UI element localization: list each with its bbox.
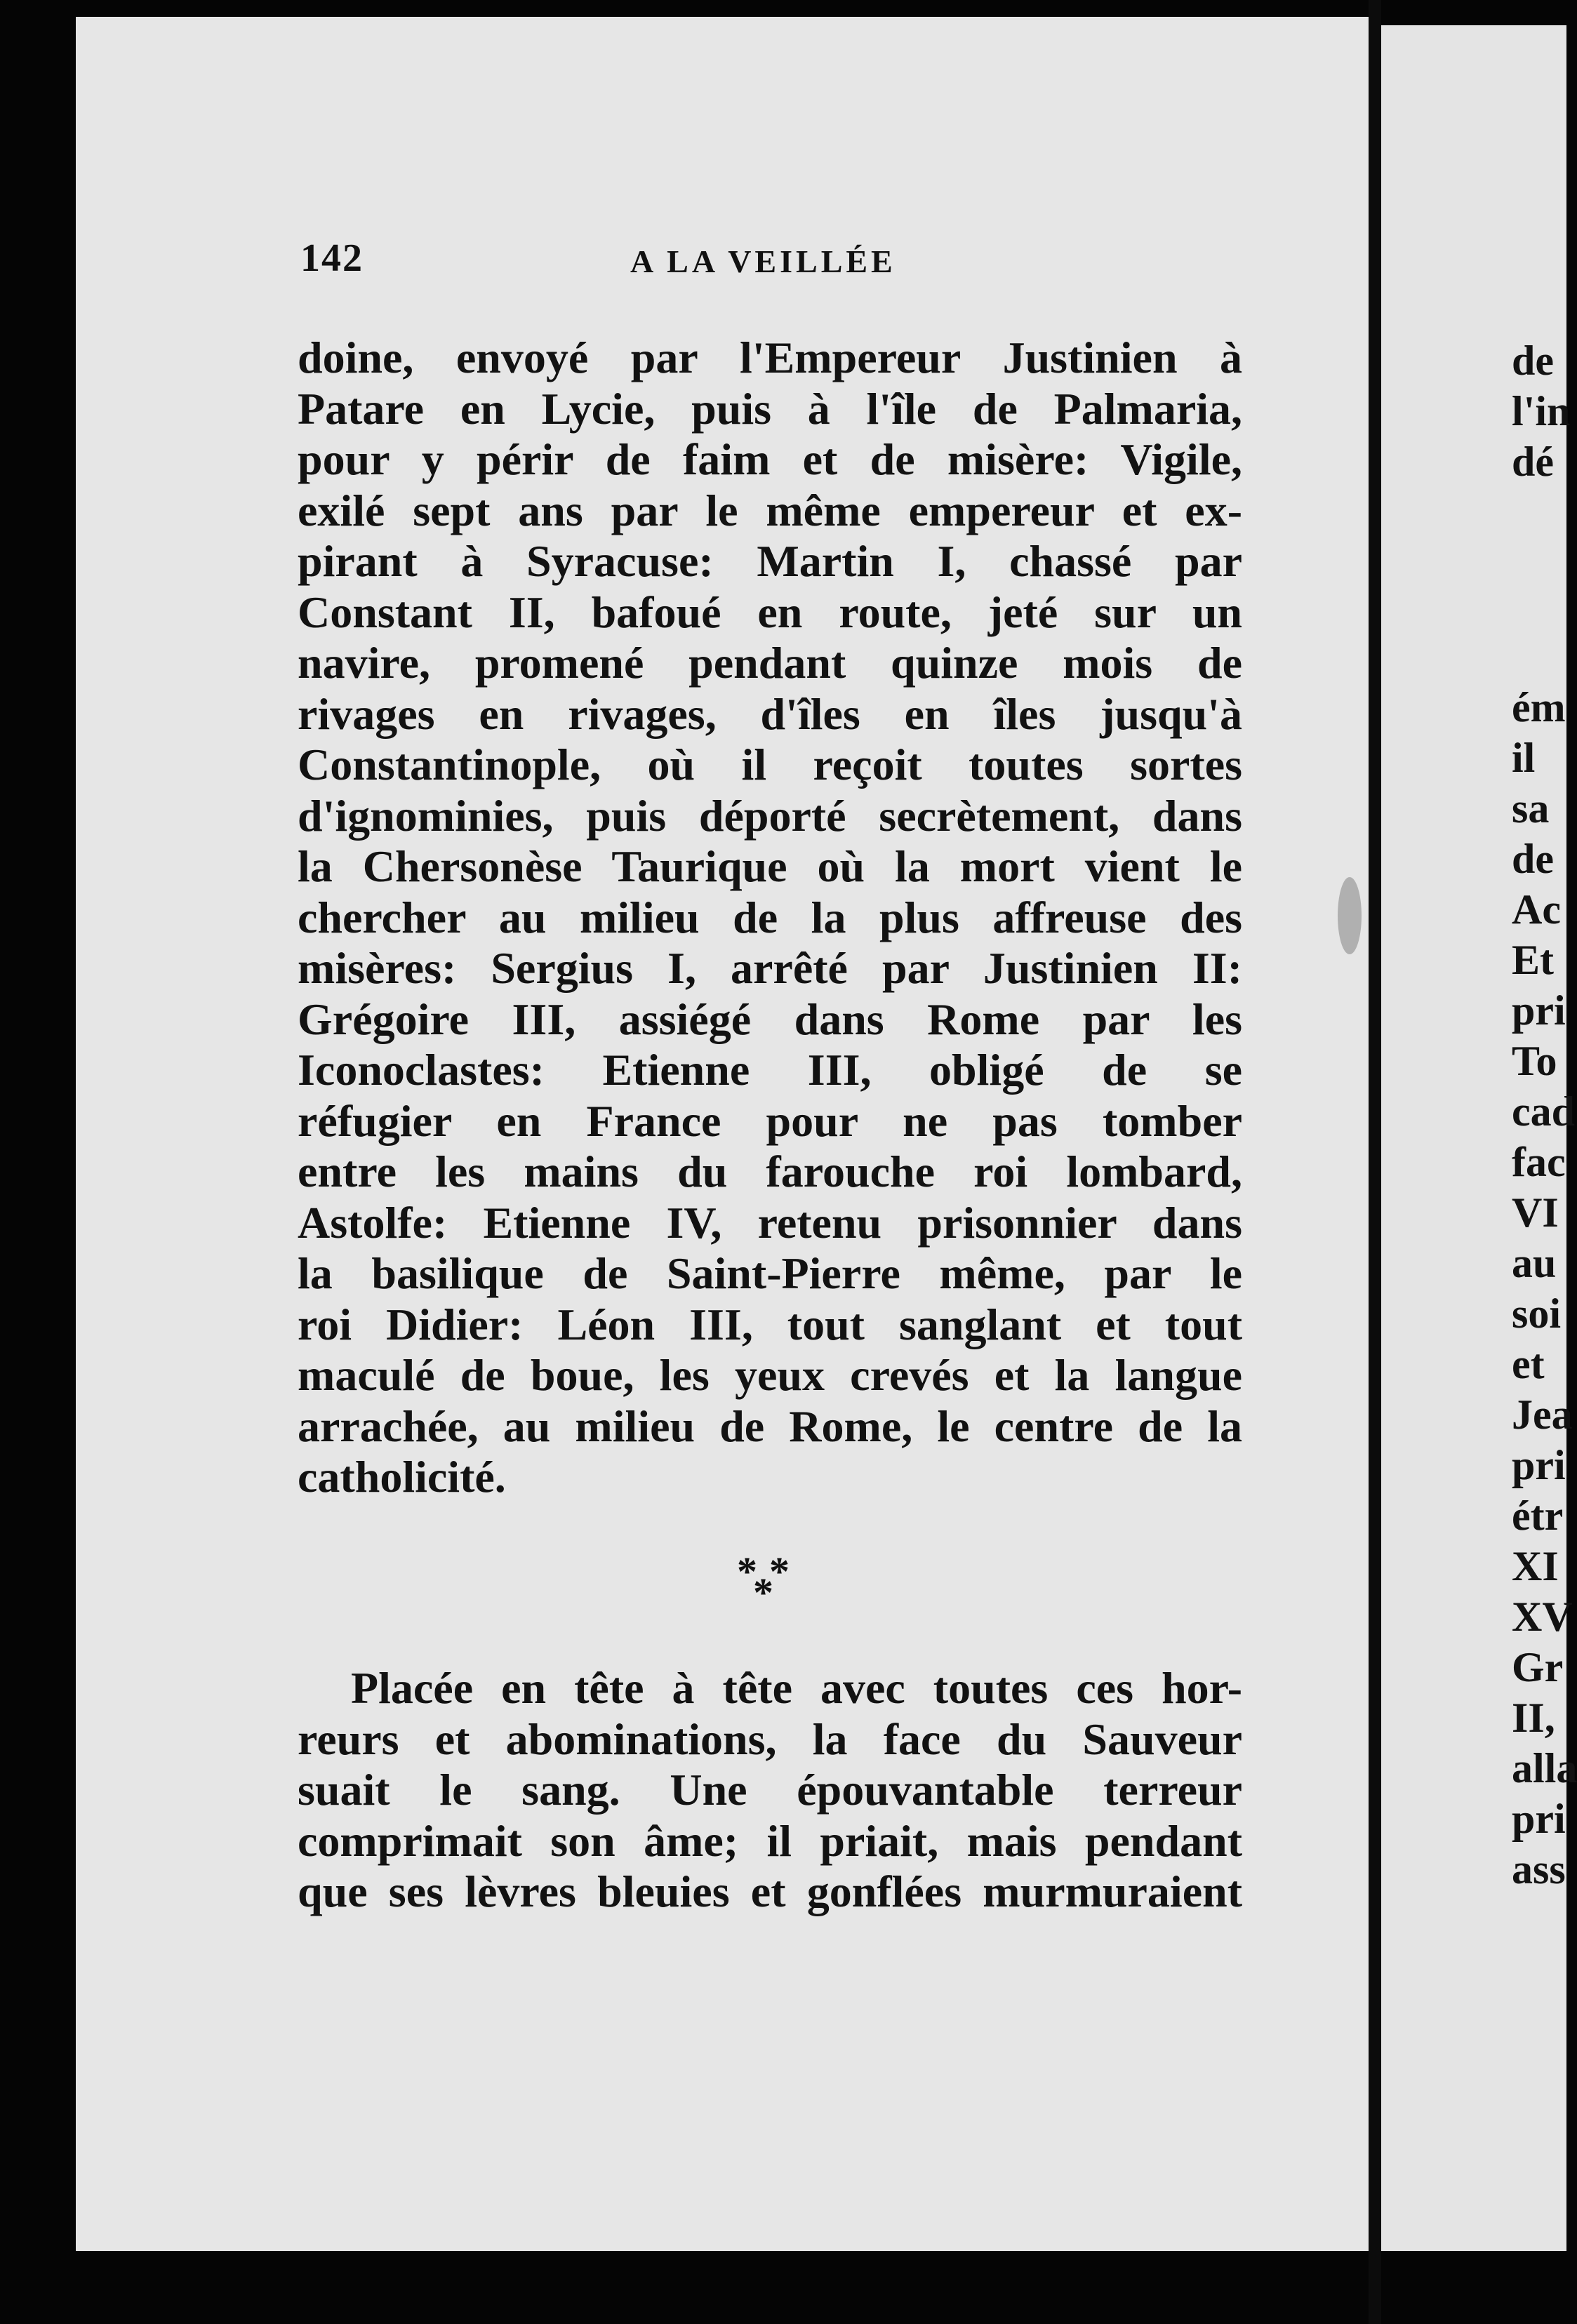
text-fragment: ém — [1512, 684, 1566, 730]
asterisk: * — [753, 1570, 773, 1615]
asterisk: * — [769, 1549, 790, 1594]
text-fragment: Jea — [1512, 1391, 1573, 1438]
text-line: roi Didier: Léon III, tout sanglant et tout — [298, 1299, 1242, 1349]
text-fragment: l'in — [1512, 388, 1571, 434]
paragraph-2 — [298, 1663, 1242, 1918]
text-fragment: cad — [1512, 1088, 1575, 1135]
asterisk: * — [737, 1549, 757, 1594]
text-fragment: XV — [1512, 1594, 1573, 1640]
text-fragment: au — [1512, 1240, 1557, 1286]
text-line: rivages en rivages, d'îles en îles jusqu'à — [298, 688, 1242, 739]
text-fragment: alla — [1512, 1745, 1577, 1791]
text-line: Constantinople, où il reçoit toutes sortes — [298, 740, 1242, 789]
text-fragment: et — [1512, 1341, 1545, 1387]
text-line: misères: Sergius I, arrêté par Justinien II: — [298, 943, 1242, 993]
text-fragment: VI — [1512, 1189, 1559, 1236]
text-fragment: sa — [1512, 785, 1550, 832]
text-line: pirant à Syracuse: Martin I, chassé par — [298, 536, 1242, 586]
text-line: reurs et abominations, la face du Sauveur — [298, 1714, 1242, 1764]
text-line: suait le sang. Une épouvantable terreur — [298, 1765, 1242, 1815]
text-fragment: II, — [1512, 1695, 1555, 1741]
page-smudge — [1338, 877, 1362, 954]
text-line: Patare en Lycie, puis à l'île de Palmaria, — [298, 383, 1242, 434]
asterism-separator — [730, 1548, 800, 1625]
text-fragment: soi — [1512, 1290, 1562, 1337]
text-line: Constant II, bafoué en route, jeté sur un — [298, 587, 1242, 637]
text-line: maculé de boue, les yeux crevés et la langue — [298, 1350, 1242, 1400]
text-fragment: étr — [1512, 1492, 1564, 1539]
page-number: 142 — [300, 236, 364, 280]
text-fragment: il — [1512, 735, 1536, 781]
text-line: chercher au milieu de la plus affreuse des — [298, 892, 1242, 942]
text-fragment: fac — [1512, 1139, 1566, 1185]
text-line: catholicité. — [298, 1452, 506, 1502]
text-line: que ses lèvres bleuies et gonflées murmuraient — [298, 1866, 1242, 1916]
page-header — [300, 236, 1248, 292]
text-line: navire, promené pendant quinze mois de — [298, 638, 1242, 688]
book-gutter — [1369, 0, 1381, 2324]
text-line: d'ignominies, puis déporté secrètement, dans — [298, 790, 1242, 841]
text-line: arrachée, au milieu de Rome, le centre de la — [298, 1401, 1242, 1451]
text-fragment: de — [1512, 338, 1554, 384]
text-line: entre les mains du farouche roi lombard, — [298, 1147, 1242, 1196]
text-fragment: XI — [1512, 1543, 1559, 1589]
text-line: réfugier en France pour ne pas tomber — [298, 1095, 1242, 1146]
text-fragment: Ac — [1512, 886, 1561, 933]
text-line: doine, envoyé par l'Empereur Justinien à — [298, 333, 1242, 382]
text-fragment: Gr — [1512, 1644, 1564, 1690]
text-fragment: To — [1512, 1038, 1557, 1084]
text-fragment: de — [1512, 836, 1554, 882]
text-line: Grégoire III, assiégé dans Rome par les — [298, 994, 1242, 1044]
text-line: la basilique de Saint-Pierre même, par le — [298, 1248, 1242, 1298]
paragraph-1 — [298, 333, 1242, 1503]
text-line: Placée en tête à tête avec toutes ces hor- — [351, 1663, 1242, 1713]
text-line: pour y périr de faim et de misère: Vigile, — [298, 434, 1242, 484]
text-fragment: ass — [1512, 1846, 1566, 1892]
text-fragment: pri — [1512, 1796, 1566, 1842]
running-title: A LA VEILLÉE — [630, 243, 896, 279]
text-fragment: pri — [1512, 987, 1566, 1034]
text-fragment: pri — [1512, 1442, 1566, 1488]
text-fragment: dé — [1512, 439, 1554, 485]
text-fragment: Et — [1512, 937, 1554, 983]
text-line: Iconoclastes: Etienne III, obligé de se — [298, 1045, 1242, 1095]
text-line: exilé sept ans par le même empereur et ex- — [298, 485, 1242, 535]
text-line: comprimait son âme; il priait, mais pendant — [298, 1815, 1242, 1866]
text-line: Astolfe: Etienne IV, retenu prisonnier dans — [298, 1197, 1242, 1248]
text-line: la Chersonèse Taurique où la mort vient le — [298, 841, 1242, 891]
